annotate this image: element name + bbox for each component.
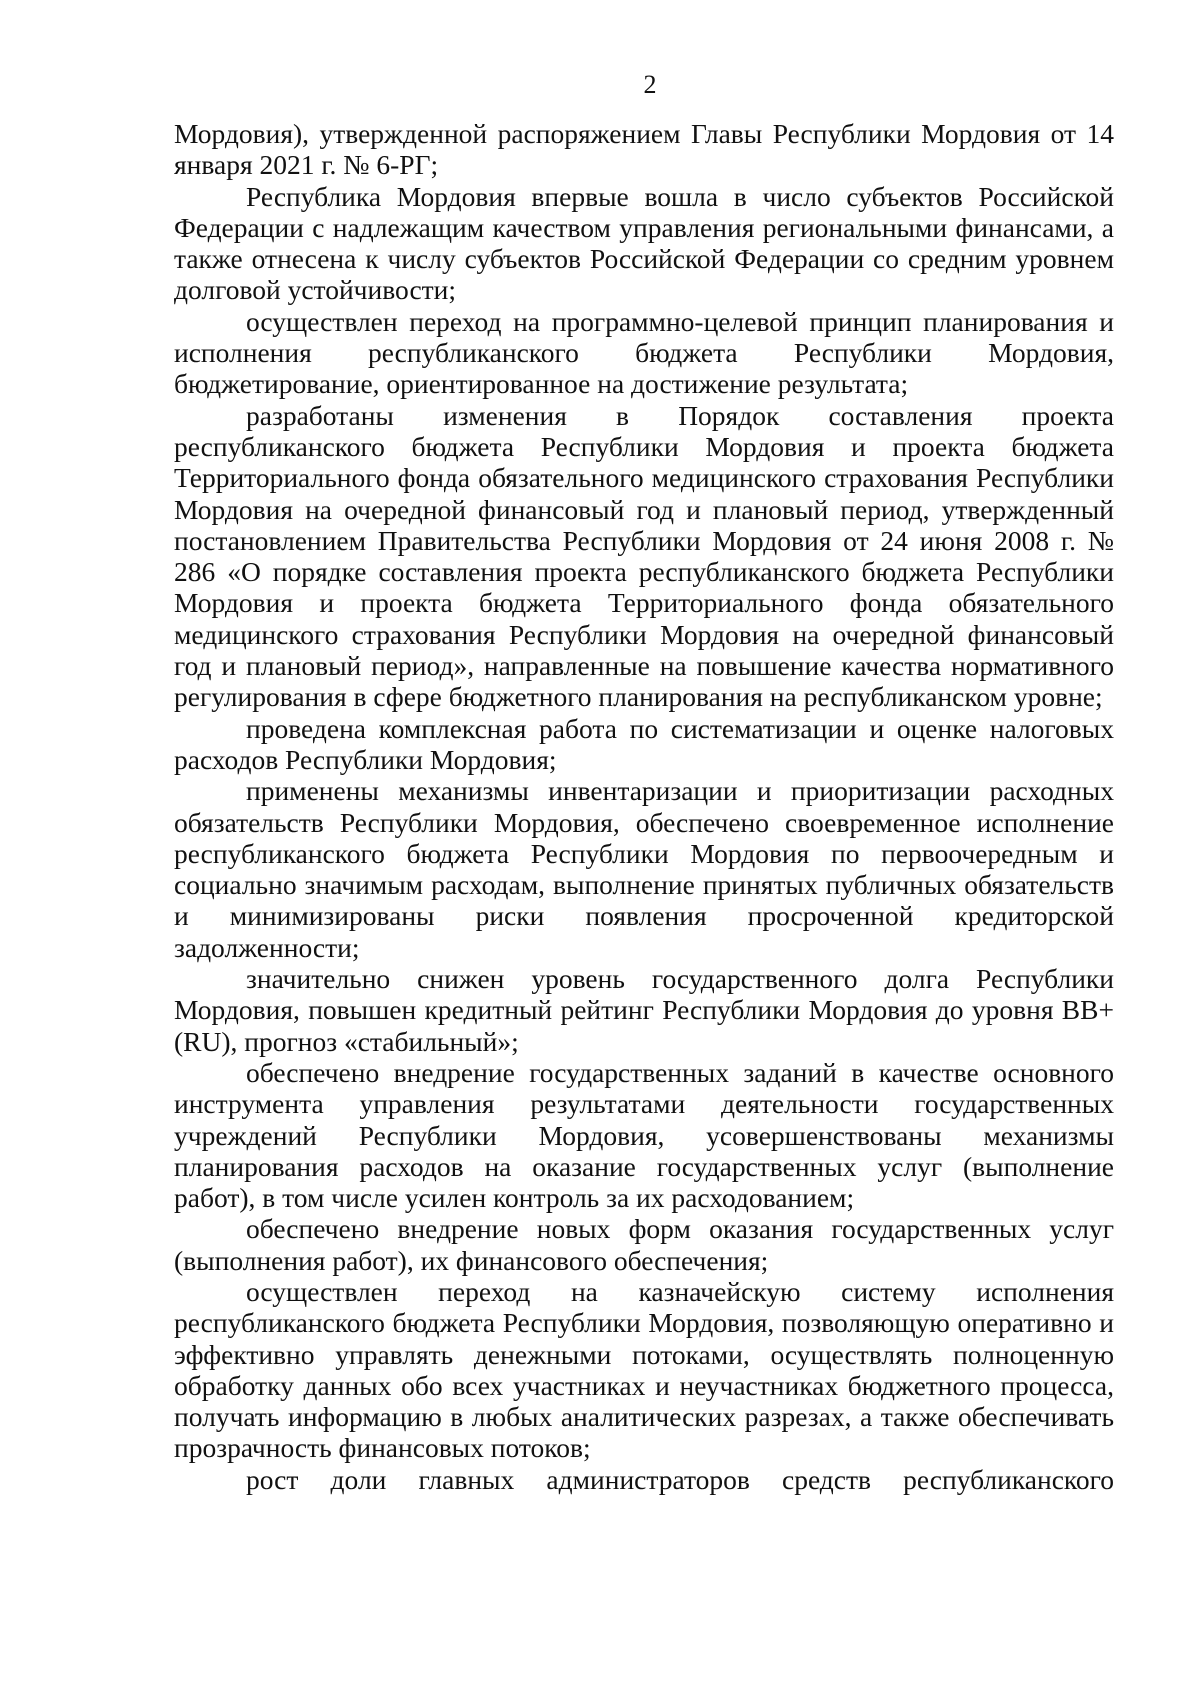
paragraph: Республика Мордовия впервые вошла в число субъектов Российской Федерации с надлежащим качеством управления региональными финансами, а также отнесена к числу субъектов Российской Федерации со средним уровнем долговой устойчивости; — [174, 180, 1114, 306]
paragraph: разработаны изменения в Порядок составления проекта республиканского бюджета Республики Мордовия и проекта бюджета Территориального фонда обязательного медицинского страхования Республики Мордовия на очередной финансовый год и плановый период, утвержденный постановлением Правительства Республики Мордовия от 24 июня 2008 г. № 286 «О порядке составления проекта республиканского бюджета Республики Мордовия и проекта бюджета Территориального фонда обязательного медицинского страхования Республики Мордовия на очередной финансовый год и плановый период», направленные на повышение качества нормативного регулирования в сфере бюджетного планирования на республиканском уровне; — [174, 399, 1114, 713]
paragraph: проведена комплексная работа по систематизации и оценке налоговых расходов Республики Мордовия; — [174, 712, 1114, 775]
paragraph: осуществлен переход на казначейскую систему исполнения республиканского бюджета Республики Мордовия, позволяющую оперативно и эффективно управлять денежными потоками, осуществлять полноценную обработку данных обо всех участниках и неучастниках бюджетного процесса, получать информацию в любых аналитических разрезах, а также обеспечивать прозрачность финансовых потоков; — [174, 1275, 1114, 1464]
page-number: 2 — [643, 70, 657, 99]
paragraph: применены механизмы инвентаризации и приоритизации расходных обязательств Республики Мордовия, обеспечено своевременное исполнение республиканского бюджета Республики Мордовия по первоочередным и социально значимым расходам, выполнение принятых публичных обязательств и минимизированы риски появления просроченной кредиторской задолженности; — [174, 775, 1114, 963]
paragraph: осуществлен переход на программно-целевой принцип планирования и исполнения республиканского бюджета Республики Мордовия, бюджетирование, ориентированное на достижение результата; — [174, 305, 1114, 400]
paragraph: рост доли главных администраторов средств республиканского — [246, 1463, 1114, 1495]
paragraph: значительно снижен уровень государственного долга Республики Мордовия, повышен кредитный рейтинг Республики Мордовия до уровня BB+ (RU), прогноз «стабильный»; — [174, 963, 1114, 1057]
paragraph: Мордовия), утвержденной распоряжением Главы Республики Мордовия от 14 января 2021 г. № 6-РГ; — [174, 118, 1114, 181]
paragraph: обеспечено внедрение новых форм оказания государственных услуг (выполнения работ), их финансового обеспечения; — [174, 1213, 1114, 1276]
document-body — [174, 118, 1114, 1495]
paragraph: обеспечено внедрение государственных заданий в качестве основного инструмента управления результатами деятельности государственных учреждений Республики Мордовия, усовершенствованы механизмы планирования расходов на оказание государственных услуг (выполнение работ), в том числе усилен контроль за их расходованием; — [174, 1056, 1114, 1214]
